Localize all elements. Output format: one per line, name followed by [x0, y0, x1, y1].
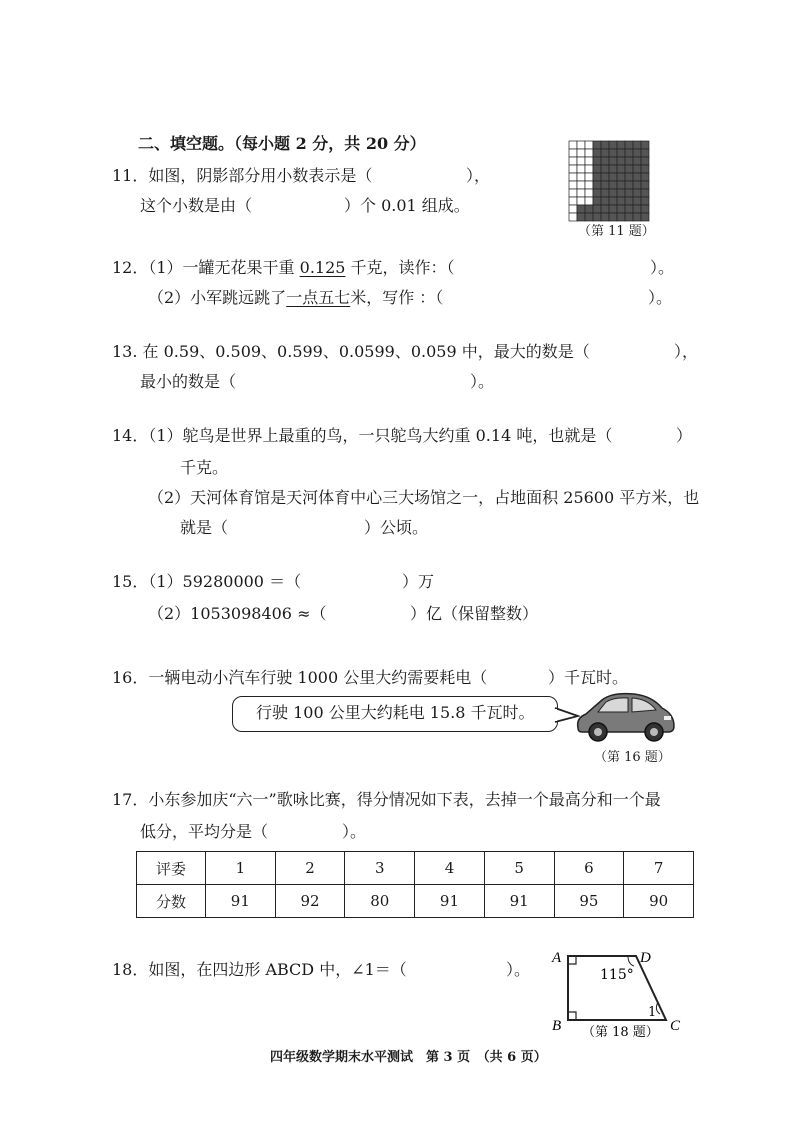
- grid-cell-shaded: [633, 181, 641, 189]
- grid-cell-shaded: [601, 165, 609, 173]
- table-cell-judge: 3: [345, 852, 415, 885]
- grid-cell-shaded: [609, 149, 617, 157]
- q16-text: 16．一辆电动小汽车行驶 1000 公里大约需要耗电（: [112, 668, 488, 687]
- grid-cell-shaded: [617, 197, 625, 205]
- grid-cell-shaded: [617, 157, 625, 165]
- q14-part2-line1: （2）天河体育馆是天河体育中心三大场馆之一，占地面积 25600 平方米，也: [148, 488, 700, 507]
- q14-part2-line2: 就是（: [180, 518, 229, 537]
- q12-part2-end: ）。: [648, 288, 673, 307]
- grid-cell: [569, 157, 577, 165]
- vertex-label-b: B: [552, 1018, 562, 1034]
- grid-cell: [577, 149, 585, 157]
- grid-cell-shaded: [633, 149, 641, 157]
- table-cell-judge: 5: [484, 852, 554, 885]
- grid-cell: [585, 197, 593, 205]
- q15-part2-end: ）亿（保留整数）: [410, 604, 539, 623]
- q17-line2-end: ）。: [342, 822, 367, 841]
- grid-cell-shaded: [625, 197, 633, 205]
- table-cell-score: 91: [206, 885, 276, 918]
- table-cell-score: 80: [345, 885, 415, 918]
- grid-cell-shaded: [609, 205, 617, 213]
- table-header-judge: 评委: [137, 852, 206, 885]
- grid-cell-shaded: [617, 173, 625, 181]
- grid-cell: [577, 141, 585, 149]
- grid-cell-shaded: [609, 189, 617, 197]
- grid-cell: [585, 149, 593, 157]
- table-cell-score: 92: [275, 885, 345, 918]
- q14-part1-line1: 14．（1）鸵鸟是世界上最重的鸟，一只鸵鸟大约重 0.14 吨，也就是（: [112, 426, 613, 445]
- grid-cell-shaded: [609, 141, 617, 149]
- grid-cell-shaded: [641, 149, 649, 157]
- table-cell-score: 95: [554, 885, 624, 918]
- grid-cell-shaded: [617, 149, 625, 157]
- grid-cell-shaded: [593, 213, 601, 221]
- grid-cell-shaded: [625, 141, 633, 149]
- grid-cell-shaded: [601, 213, 609, 221]
- grid-cell-shaded: [633, 205, 641, 213]
- grid-cell-shaded: [633, 141, 641, 149]
- grid-cell-shaded: [601, 205, 609, 213]
- grid-cell: [585, 165, 593, 173]
- table-cell-judge: 4: [415, 852, 485, 885]
- q17-line2: 低分，平均分是（: [140, 822, 269, 841]
- table-row-scores: [137, 885, 694, 918]
- grid-cell-shaded: [593, 157, 601, 165]
- grid-cell: [585, 189, 593, 197]
- grid-cell-shaded: [601, 197, 609, 205]
- q13-line2: 最小的数是（: [140, 372, 237, 391]
- table-cell-score: 91: [484, 885, 554, 918]
- grid-cell-shaded: [625, 205, 633, 213]
- grid-cell-shaded: [641, 181, 649, 189]
- q16-car-icon: [572, 688, 678, 744]
- grid-cell-shaded: [633, 173, 641, 181]
- q13-line2-end: ）。: [470, 372, 495, 391]
- grid-cell-shaded: [593, 173, 601, 181]
- grid-cell: [585, 141, 593, 149]
- grid-cell: [585, 173, 593, 181]
- grid-cell-shaded: [593, 189, 601, 197]
- q15-part1-end: ）万: [402, 572, 435, 591]
- page-footer: 四年级数学期末水平测试 第 3 页 （共 6 页）: [270, 1050, 547, 1065]
- grid-cell-shaded: [633, 189, 641, 197]
- table-row-judges: [137, 852, 694, 885]
- grid-cell-shaded: [625, 173, 633, 181]
- grid-cell-shaded: [625, 181, 633, 189]
- grid-cell: [577, 165, 585, 173]
- grid-cell-shaded: [625, 165, 633, 173]
- grid-cell-shaded: [609, 173, 617, 181]
- grid-cell: [569, 213, 577, 221]
- grid-cell-shaded: [577, 205, 585, 213]
- grid-cell: [569, 205, 577, 213]
- q14-part2-line2-end: ）公顷。: [364, 518, 429, 537]
- grid-cell: [585, 157, 593, 165]
- grid-cell-shaded: [625, 149, 633, 157]
- grid-cell-shaded: [593, 149, 601, 157]
- q11-line1: 11．如图，阴影部分用小数表示是（: [112, 166, 373, 185]
- grid-cell-shaded: [593, 165, 601, 173]
- table-cell-score: 91: [415, 885, 485, 918]
- grid-cell-shaded: [641, 141, 649, 149]
- table-cell-score: 90: [624, 885, 694, 918]
- q13-line1: 13. 在 0.59、0.509、0.599、0.0599、0.059 中，最大的数是（: [112, 342, 590, 361]
- grid-cell: [577, 181, 585, 189]
- grid-cell-shaded: [617, 141, 625, 149]
- table-cell-judge: 2: [275, 852, 345, 885]
- grid-cell: [569, 173, 577, 181]
- grid-cell-shaded: [601, 149, 609, 157]
- grid-cell-shaded: [601, 141, 609, 149]
- grid-cell-shaded: [593, 197, 601, 205]
- grid-cell-shaded: [593, 181, 601, 189]
- grid-cell-shaded: [625, 189, 633, 197]
- grid-cell: [577, 173, 585, 181]
- grid-cell: [577, 189, 585, 197]
- q12-part2: （2）小军跳远跳了一点五七米，写作 ：（: [148, 288, 444, 307]
- q16-bubble-text: 行驶 100 公里大约耗电 15.8 千瓦时。: [256, 703, 535, 722]
- q15-part1: 15．（1）59280000 ＝（: [112, 572, 302, 591]
- grid-cell-shaded: [641, 157, 649, 165]
- grid-cell: [569, 197, 577, 205]
- grid-cell-shaded: [617, 181, 625, 189]
- grid-cell-shaded: [609, 213, 617, 221]
- q12-part1-prefix: 12．（1）一罐无花果干重 0.125 千克，读作：（: [112, 258, 455, 277]
- grid-cell: [569, 149, 577, 157]
- grid-cell-shaded: [641, 213, 649, 221]
- grid-cell-shaded: [601, 181, 609, 189]
- grid-cell-shaded: [641, 173, 649, 181]
- grid-cell-shaded: [625, 213, 633, 221]
- grid-cell-shaded: [641, 189, 649, 197]
- vertex-label-a: A: [552, 950, 562, 966]
- q18-text: 18．如图，在四边形 ABCD 中，∠1＝（: [112, 960, 407, 979]
- grid-cell-shaded: [633, 213, 641, 221]
- q14-part1-line2: 千克。: [180, 458, 229, 477]
- vertex-label-c: C: [670, 1018, 681, 1034]
- grid-cell-shaded: [633, 165, 641, 173]
- q17-score-table: [136, 851, 694, 918]
- q12-underlined-words: 一点五七: [286, 288, 351, 307]
- q17-line1: 17．小东参加庆“六一”歌咏比赛，得分情况如下表，去掉一个最高分和一个最: [112, 790, 661, 809]
- grid-cell-shaded: [585, 213, 593, 221]
- grid-cell-shaded: [593, 205, 601, 213]
- grid-cell: [569, 141, 577, 149]
- grid-cell-shaded: [593, 141, 601, 149]
- q18-text-end: ）。: [506, 960, 531, 979]
- section-heading: 二、填空题。（每小题 2 分，共 20 分）: [138, 134, 426, 153]
- grid-cell-shaded: [633, 197, 641, 205]
- q14-part1-line1-end: ）: [676, 426, 693, 445]
- grid-cell-shaded: [641, 197, 649, 205]
- grid-cell-shaded: [601, 189, 609, 197]
- table-header-score: 分数: [137, 885, 206, 918]
- grid-cell-shaded: [617, 205, 625, 213]
- q11-caption: （第 11 题）: [578, 224, 655, 239]
- q11-line2-end: ）个 0.01 组成。: [344, 196, 470, 215]
- q12-part1-end: ）。: [650, 258, 675, 277]
- angle-d-label: 115°: [600, 967, 634, 983]
- q11-line2: 这个小数是由（: [140, 196, 253, 215]
- grid-cell: [569, 165, 577, 173]
- grid-cell: [569, 181, 577, 189]
- grid-cell-shaded: [641, 165, 649, 173]
- grid-cell-shaded: [577, 213, 585, 221]
- q12-underlined-value: 0.125: [299, 258, 346, 277]
- q13-line1-end: ），: [674, 342, 699, 361]
- q11-hundred-grid-figure: [568, 140, 650, 222]
- q15-part2: （2）1053098406 ≈（: [148, 604, 327, 623]
- table-cell-judge: 1: [206, 852, 276, 885]
- grid-cell-shaded: [633, 157, 641, 165]
- grid-cell: [577, 197, 585, 205]
- grid-cell-shaded: [617, 213, 625, 221]
- grid-cell: [585, 181, 593, 189]
- q16-text-end: ）千瓦时。: [548, 668, 629, 687]
- q11-line1-end: ），: [466, 166, 491, 185]
- grid-cell-shaded: [641, 205, 649, 213]
- grid-cell-shaded: [609, 157, 617, 165]
- table-cell-judge: 6: [554, 852, 624, 885]
- grid-cell: [569, 189, 577, 197]
- grid-cell-shaded: [585, 205, 593, 213]
- grid-cell-shaded: [609, 181, 617, 189]
- grid-cell-shaded: [617, 165, 625, 173]
- grid-cell-shaded: [601, 157, 609, 165]
- q18-caption: （第 18 题）: [582, 1025, 659, 1040]
- grid-cell-shaded: [609, 197, 617, 205]
- vertex-label-d: D: [640, 950, 651, 966]
- grid-cell-shaded: [617, 189, 625, 197]
- angle-1-label: 1: [648, 1005, 657, 1020]
- grid-cell-shaded: [601, 173, 609, 181]
- grid-cell-shaded: [625, 157, 633, 165]
- grid-cell: [577, 157, 585, 165]
- q18-quadrilateral-figure: [548, 946, 688, 1042]
- grid-cell-shaded: [609, 165, 617, 173]
- table-cell-judge: 7: [624, 852, 694, 885]
- q16-caption: （第 16 题）: [594, 750, 671, 765]
